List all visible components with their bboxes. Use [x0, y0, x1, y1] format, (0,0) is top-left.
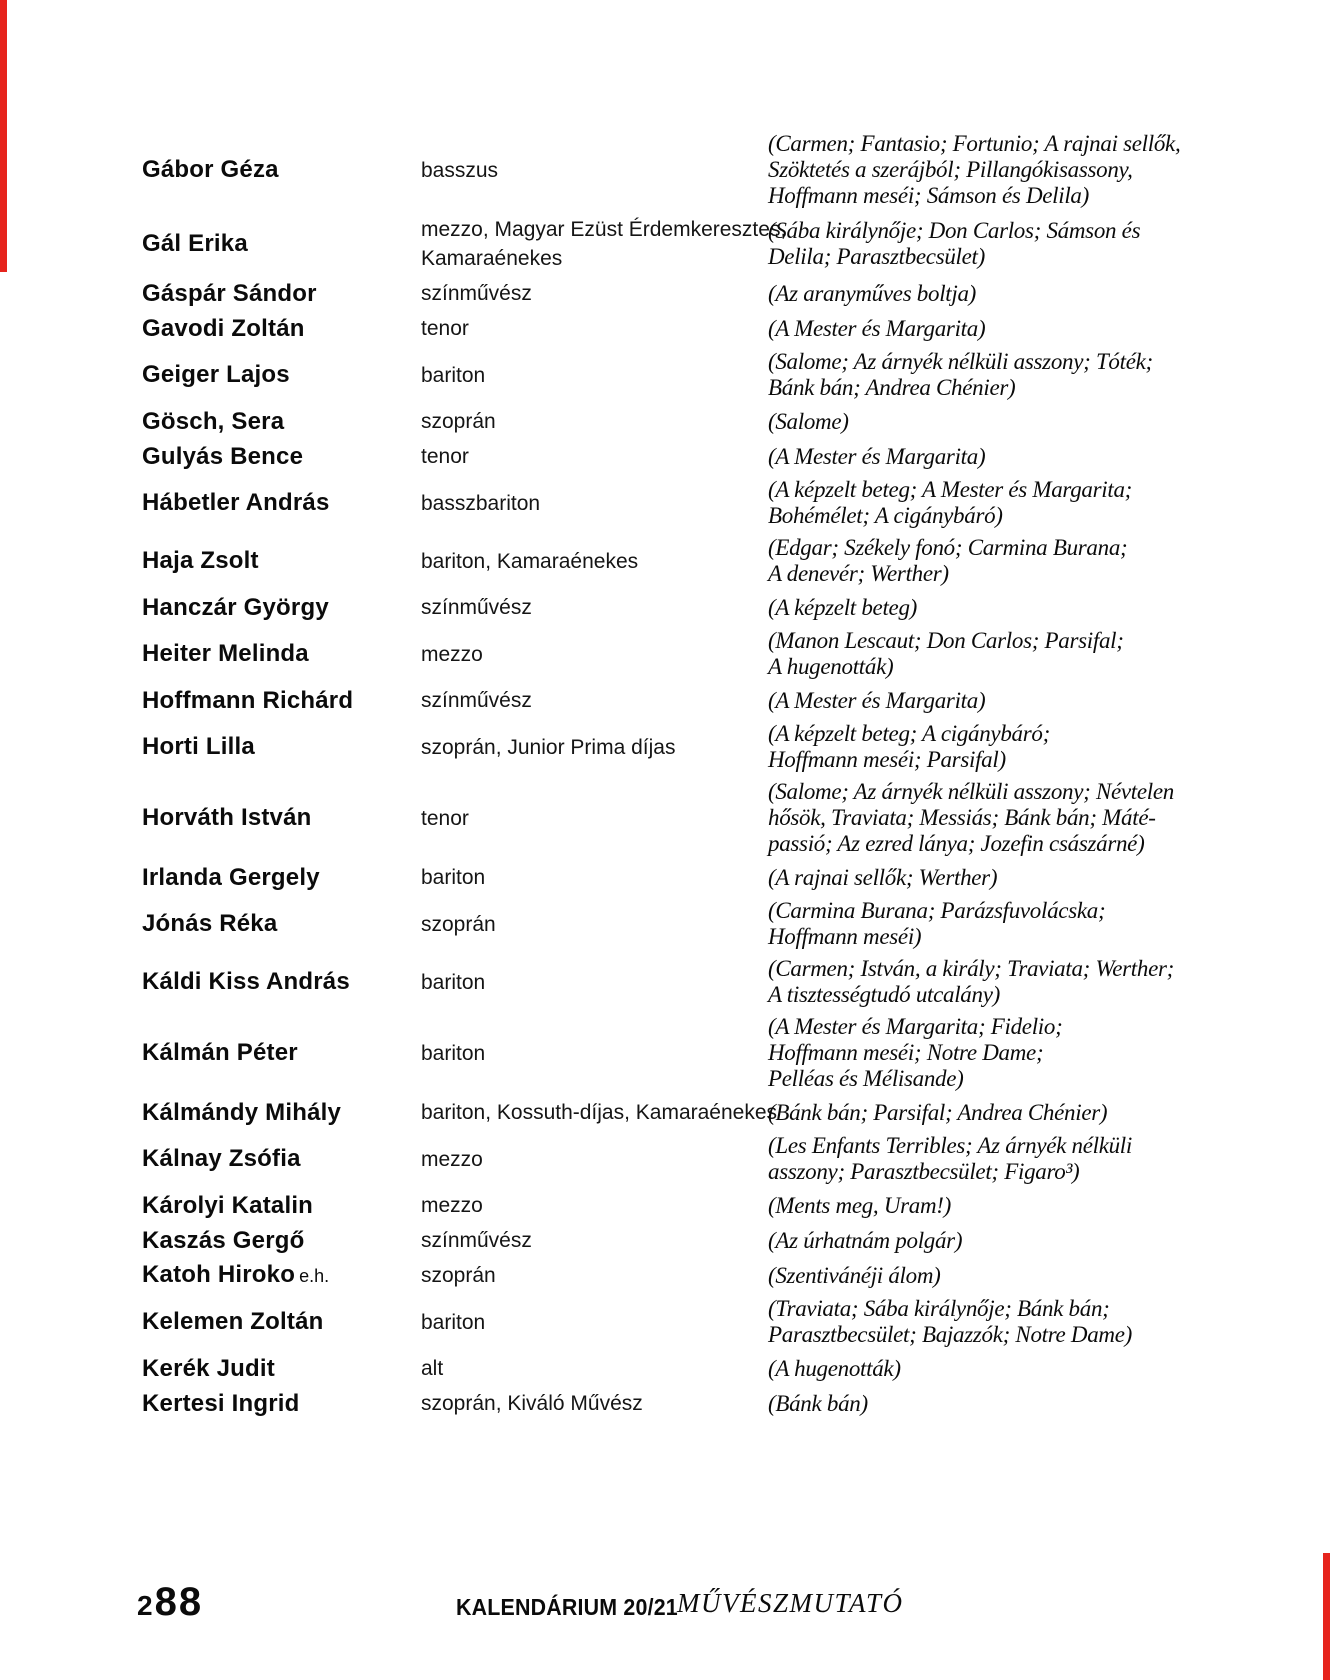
voice-type-line: bariton — [421, 866, 486, 889]
artist-name — [142, 911, 421, 937]
voice-type — [421, 686, 768, 715]
table-row — [0, 1098, 1330, 1127]
table-row — [0, 593, 1330, 622]
artist-roles-line: (Az úrhatnám polgár) — [768, 1227, 963, 1253]
artist-name-text: Kálmándy Mihály — [142, 1098, 342, 1126]
artist-roles — [768, 1133, 1330, 1185]
artist-roles-line: A tisztességtudó utcalány) — [768, 982, 1000, 1007]
footer-publication-title: KALENDÁRIUM 20/21 — [456, 1594, 678, 1620]
footer-section-title: MŰVÉSZMUTATÓ — [677, 1588, 904, 1618]
voice-type — [421, 910, 768, 939]
artist-roles-line: A denevér; Werther) — [768, 561, 949, 586]
artist-roles — [768, 444, 1330, 470]
voice-type — [421, 804, 768, 833]
voice-type-line: basszus — [421, 158, 499, 182]
artist-name-text: Gál Erika — [142, 230, 248, 257]
voice-type-line: szoprán — [421, 410, 496, 433]
artist-roles-line: (A Mester és Margarita) — [768, 315, 986, 341]
artist-roles-line: A hugenották) — [768, 654, 894, 679]
artist-name — [142, 734, 421, 760]
artist-roles-line: Delila; Parasztbecsület) — [768, 244, 986, 269]
artist-roles-line: (Ments meg, Uram!) — [768, 1192, 952, 1218]
table-row — [0, 215, 1330, 273]
artist-name — [142, 1228, 421, 1254]
artist-name — [142, 1193, 421, 1219]
voice-type — [421, 489, 768, 518]
table-row — [0, 535, 1330, 587]
artist-roles-line: (Carmina Burana; Parázsfuvolácska; — [768, 898, 1106, 923]
artist-roles-line: (A hugenották) — [768, 1355, 901, 1381]
artist-roles-line: passió; Az ezred lánya; Jozefin császárné) — [768, 831, 1145, 856]
page-number-digits: 88 — [154, 1580, 204, 1624]
artist-name — [142, 362, 421, 388]
artist-roles — [768, 956, 1330, 1008]
table-row — [0, 721, 1330, 773]
page-number — [137, 1582, 203, 1626]
artist-name-text: Horti Lilla — [142, 733, 255, 760]
artist-name — [142, 157, 421, 183]
voice-type — [421, 863, 768, 892]
table-row — [0, 407, 1330, 436]
artist-name-text: Hábetler András — [142, 489, 330, 516]
voice-type — [421, 1389, 768, 1418]
artist-roles-line: Szöktetés a szerájból; Pillangókisassony, — [768, 157, 1133, 182]
artist-roles-line: (Sába királynője; Don Carlos; Sámson és — [768, 218, 1141, 243]
voice-type-line: bariton — [421, 1310, 486, 1334]
table-row — [0, 1226, 1330, 1255]
table-row — [0, 863, 1330, 892]
artist-roles-line: (A Mester és Margarita) — [768, 687, 986, 713]
artist-name — [142, 595, 421, 621]
voice-type-line: mezzo — [421, 642, 483, 666]
voice-type — [421, 1145, 768, 1174]
voice-type-line: színművész — [421, 282, 532, 305]
voice-type-line: bariton — [421, 970, 486, 994]
artist-roles-line: Pelléas és Mélisande) — [768, 1066, 964, 1091]
artist-name-text: Jónás Réka — [142, 910, 278, 937]
table-row — [0, 779, 1330, 857]
voice-type — [421, 1191, 768, 1220]
voice-type-line: basszbariton — [421, 491, 541, 515]
artist-roles — [768, 628, 1330, 680]
artist-name — [142, 641, 421, 667]
table-row — [0, 1014, 1330, 1092]
voice-type-line: tenor — [421, 317, 469, 340]
artist-name — [142, 316, 421, 342]
artist-roles-line: (Les Enfants Terribles; Az árnyék nélküli — [768, 1133, 1132, 1158]
artist-roles-line: Hoffmann meséi) — [768, 924, 922, 949]
voice-type — [421, 593, 768, 622]
artist-name — [142, 1040, 421, 1066]
artist-name-text: Kaszás Gergő — [142, 1226, 305, 1254]
voice-type-line: szoprán — [421, 1264, 496, 1287]
table-row — [0, 442, 1330, 471]
table-row — [0, 1261, 1330, 1290]
artist-name — [142, 805, 421, 831]
voice-type-line: mezzo — [421, 1147, 483, 1171]
artist-roles — [768, 1263, 1330, 1289]
artist-roles-line: Bánk bán; Andrea Chénier) — [768, 375, 1016, 400]
artist-roles — [768, 898, 1330, 950]
artist-roles-line: Hoffmann meséi; Sámson és Delila) — [768, 183, 1089, 208]
artist-roles-line: (A képzelt beteg; A Mester és Margarita; — [768, 477, 1133, 502]
voice-type-line: bariton — [421, 363, 486, 387]
artist-name-text: Kertesi Ingrid — [142, 1389, 300, 1417]
table-row — [0, 349, 1330, 401]
table-row — [0, 898, 1330, 950]
voice-type — [421, 1098, 778, 1127]
voice-type — [421, 640, 768, 669]
artist-name — [142, 548, 421, 574]
artist-index-table — [0, 131, 1330, 1424]
artist-name — [142, 1391, 421, 1417]
artist-name-text: Horváth István — [142, 804, 312, 831]
artist-name-text: Károlyi Katalin — [142, 1191, 314, 1219]
artist-roles-line: Bohémélet; A cigánybáró) — [768, 503, 1003, 528]
table-row — [0, 314, 1330, 343]
artist-name-text: Haja Zsolt — [142, 547, 259, 574]
voice-type-line: színművész — [421, 1229, 532, 1252]
artist-name-text: Gábor Géza — [142, 156, 279, 183]
voice-type-line: bariton, Kamaraénekes — [421, 549, 639, 573]
voice-type — [421, 156, 768, 185]
artist-name — [142, 281, 421, 307]
artist-roles-line: (Salome) — [768, 408, 849, 434]
artist-name-text: Katoh Hiroko — [142, 1261, 296, 1288]
artist-name — [142, 865, 421, 891]
table-row — [0, 1389, 1330, 1418]
artist-roles-line: hősök, Traviata; Messiás; Bánk bán; Máté- — [768, 805, 1156, 830]
artist-name-text: Kálmán Péter — [142, 1039, 298, 1066]
page-number-oldstyle-digit: 2 — [137, 1590, 155, 1621]
voice-type-line: színművész — [421, 596, 532, 619]
voice-type-line: mezzo, Magyar Ezüst Érdemkeresztes, — [421, 218, 787, 241]
artist-roles — [768, 131, 1330, 209]
table-row — [0, 1354, 1330, 1383]
artist-name — [142, 1356, 421, 1382]
artist-roles — [768, 409, 1330, 435]
voice-type — [421, 733, 768, 762]
table-row — [0, 131, 1330, 209]
artist-roles — [768, 535, 1330, 587]
voice-type-line: tenor — [421, 806, 469, 830]
artist-roles-line: Hoffmann meséi; Parsifal) — [768, 747, 1006, 772]
voice-type — [421, 1226, 768, 1255]
artist-roles-line: (Szentivánéji álom) — [768, 1262, 941, 1288]
artist-roles-line: (Traviata; Sába királynője; Bánk bán; — [768, 1296, 1110, 1321]
artist-roles — [768, 281, 1330, 307]
artist-name — [142, 1309, 421, 1335]
voice-type — [421, 361, 768, 390]
artist-name-text: Geiger Lajos — [142, 361, 290, 388]
artist-roles-line: Hoffmann meséi; Notre Dame; — [768, 1040, 1044, 1065]
artist-name-text: Gösch, Sera — [142, 407, 285, 435]
artist-roles — [768, 349, 1330, 401]
voice-type-line: szoprán, Kiváló Művész — [421, 1392, 643, 1415]
artist-roles — [768, 316, 1330, 342]
table-row — [0, 686, 1330, 715]
artist-roles — [768, 779, 1330, 857]
table-row — [0, 1133, 1330, 1185]
voice-type — [421, 314, 768, 343]
voice-type-line: bariton — [421, 1041, 486, 1065]
voice-type — [421, 1308, 768, 1337]
artist-roles-line: (A rajnai sellők; Werther) — [768, 864, 998, 890]
artist-roles — [768, 1296, 1330, 1348]
artist-name-text: Irlanda Gergely — [142, 863, 320, 891]
table-row — [0, 477, 1330, 529]
voice-type-line: színművész — [421, 689, 532, 712]
artist-roles — [768, 1193, 1330, 1219]
voice-type-line: mezzo — [421, 1194, 483, 1217]
voice-type — [421, 968, 768, 997]
artist-roles — [768, 1014, 1330, 1092]
artist-roles-line: (Manon Lescaut; Don Carlos; Parsifal; — [768, 628, 1124, 653]
artist-name — [142, 409, 421, 435]
artist-name-text: Gulyás Bence — [142, 442, 304, 470]
voice-type-line: bariton, Kossuth-díjas, Kamaraénekes — [421, 1101, 778, 1124]
voice-type-line: alt — [421, 1357, 444, 1380]
artist-roles-line: (A Mester és Margarita) — [768, 443, 986, 469]
artist-roles — [768, 477, 1330, 529]
voice-type — [421, 1261, 768, 1290]
artist-name — [142, 1100, 421, 1126]
artist-roles-line: (Bánk bán; Parsifal; Andrea Chénier) — [768, 1099, 1108, 1125]
artist-roles-line: (A képzelt beteg; A cigánybáró; — [768, 721, 1050, 746]
artist-roles — [768, 865, 1330, 891]
artist-roles — [768, 218, 1330, 270]
voice-type-line: szoprán, Junior Prima díjas — [421, 735, 676, 759]
table-row — [0, 1191, 1330, 1220]
table-row — [0, 1296, 1330, 1348]
artist-roles — [768, 688, 1330, 714]
artist-name-text: Káldi Kiss András — [142, 968, 350, 995]
artist-roles-line: (Carmen; István, a király; Traviata; Werther; — [768, 956, 1174, 981]
artist-roles-line: Parasztbecsület; Bajazzók; Notre Dame) — [768, 1322, 1132, 1347]
table-row — [0, 279, 1330, 308]
artist-name-text: Kelemen Zoltán — [142, 1308, 324, 1335]
artist-name-suffix: e.h. — [299, 1266, 330, 1286]
artist-roles-line: (A Mester és Margarita; Fidelio; — [768, 1014, 1063, 1039]
artist-name-text: Hanczár György — [142, 593, 329, 621]
artist-roles-line: (Az aranyműves boltja) — [768, 280, 977, 306]
artist-name — [142, 490, 421, 516]
artist-roles — [768, 1228, 1330, 1254]
artist-name — [142, 1262, 421, 1289]
artist-name — [142, 969, 421, 995]
artist-name — [142, 444, 421, 470]
artist-name-text: Hoffmann Richárd — [142, 686, 354, 714]
artist-roles — [768, 1391, 1330, 1417]
voice-type — [421, 215, 787, 273]
artist-roles — [768, 595, 1330, 621]
voice-type — [421, 547, 768, 576]
artist-name-text: Kálnay Zsófia — [142, 1145, 301, 1172]
voice-type — [421, 442, 768, 471]
artist-roles-line: (Carmen; Fantasio; Fortunio; A rajnai sellők, — [768, 131, 1181, 156]
artist-name-text: Gáspár Sándor — [142, 279, 317, 307]
artist-name-text: Heiter Melinda — [142, 640, 309, 667]
voice-type-line: tenor — [421, 445, 469, 468]
artist-roles — [768, 1356, 1330, 1382]
artist-name — [142, 688, 421, 714]
artist-name — [142, 1146, 421, 1172]
voice-type — [421, 1039, 768, 1068]
page-footer — [0, 1582, 1330, 1630]
artist-name — [142, 231, 421, 257]
artist-roles — [768, 721, 1330, 773]
voice-type — [421, 407, 768, 436]
artist-roles-line: asszony; Parasztbecsület; Figaro³) — [768, 1159, 1080, 1184]
voice-type — [421, 1354, 768, 1383]
voice-type-line: Kamaraénekes — [421, 247, 563, 270]
artist-roles-line: (A képzelt beteg) — [768, 594, 918, 620]
table-row — [0, 956, 1330, 1008]
voice-type-line: szoprán — [421, 912, 496, 936]
artist-roles — [768, 1100, 1330, 1126]
artist-name-text: Gavodi Zoltán — [142, 314, 305, 342]
voice-type — [421, 279, 768, 308]
artist-roles-line: (Salome; Az árnyék nélküli asszony; Névtelen — [768, 779, 1175, 804]
artist-roles-line: (Salome; Az árnyék nélküli asszony; Tóték; — [768, 349, 1153, 374]
artist-roles-line: (Bánk bán) — [768, 1390, 868, 1416]
artist-name-text: Kerék Judit — [142, 1354, 275, 1382]
artist-roles-line: (Edgar; Székely fonó; Carmina Burana; — [768, 535, 1128, 560]
table-row — [0, 628, 1330, 680]
